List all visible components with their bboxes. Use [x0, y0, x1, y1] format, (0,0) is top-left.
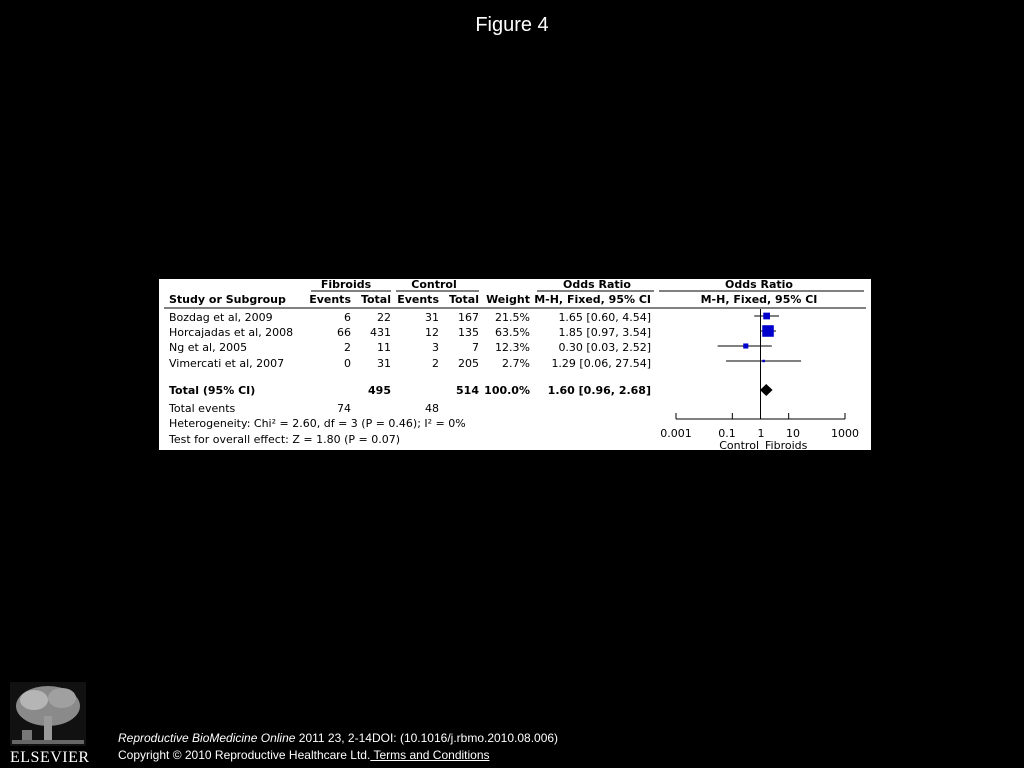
overall-effect-stat: Test for overall effect: Z = 1.80 (P = 0.07)	[169, 433, 400, 446]
logo-tree-trunk	[44, 716, 52, 740]
study-row	[169, 326, 651, 339]
citation-line	[118, 731, 558, 745]
axis-tick-label: 0.001	[660, 427, 692, 440]
forest-plot-area	[676, 309, 845, 419]
fibroids-total: 431	[370, 326, 391, 339]
effect-marker	[762, 360, 765, 363]
fibroids-total: 22	[377, 311, 391, 324]
weight: 21.5%	[495, 311, 530, 324]
effect-marker	[762, 325, 774, 337]
col-header-control-total: Total	[448, 293, 479, 306]
favours-control-label: Control	[719, 439, 759, 450]
study-row	[169, 341, 651, 354]
col-header-study: Study or Subgroup	[169, 293, 286, 306]
control-events: 2	[432, 357, 439, 370]
control-total: 7	[472, 341, 479, 354]
odds-ratio-plot-header: Odds Ratio	[725, 279, 793, 291]
weight: 2.7%	[502, 357, 530, 370]
journal-name: Reproductive BioMedicine Online	[118, 731, 296, 745]
control-events: 12	[425, 326, 439, 339]
total-events-label: Total events	[169, 402, 236, 415]
control-events: 31	[425, 311, 439, 324]
fibroids-events: 0	[344, 357, 351, 370]
weight: 12.3%	[495, 341, 530, 354]
study-row	[169, 357, 651, 370]
total-fibroids-total: 495	[368, 384, 391, 397]
fibroids-total: 31	[377, 357, 391, 370]
logo-tree-leaves-right	[48, 688, 76, 708]
axis-tick-label: 10	[786, 427, 800, 440]
copyright-line	[118, 748, 490, 762]
odds-ratio-ci: 1.29 [0.06, 27.54]	[551, 357, 651, 370]
total-events-control: 48	[425, 402, 439, 415]
study-name: Vimercati et al, 2007	[169, 357, 285, 370]
copyright-text: Copyright © 2010 Reproductive Healthcare Ltd.	[118, 748, 371, 762]
col-header-weight: Weight	[486, 293, 530, 306]
total-label: Total (95% CI)	[169, 384, 256, 397]
col-header-fibroids-events: Events	[309, 293, 351, 306]
study-name: Bozdag et al, 2009	[169, 311, 273, 324]
heterogeneity-stat: Heterogeneity: Chi² = 2.60, df = 3 (P = 0.46); I² = 0%	[169, 417, 466, 430]
weight: 63.5%	[495, 326, 530, 339]
study-row	[169, 311, 651, 324]
col-header-mh-ci-text: M-H, Fixed, 95% CI	[534, 293, 651, 306]
pooled-diamond	[760, 384, 773, 396]
fibroids-total: 11	[377, 341, 391, 354]
odds-ratio-ci: 0.30 [0.03, 2.52]	[558, 341, 651, 354]
logo-tree-leaves-left	[20, 690, 48, 710]
axis-tick-label: 1000	[831, 427, 859, 440]
total-odds-ratio-ci: 1.60 [0.96, 2.68]	[547, 384, 651, 397]
elsevier-wordmark: ELSEVIER	[10, 749, 90, 766]
fibroids-events: 6	[344, 311, 351, 324]
fibroids-events: 66	[337, 326, 351, 339]
axis-tick-label: 0.1	[718, 427, 736, 440]
control-total: 205	[458, 357, 479, 370]
total-weight: 100.0%	[484, 384, 530, 397]
total-events-fibroids: 74	[337, 402, 351, 415]
favours-fibroids-label: Fibroids	[765, 439, 808, 450]
odds-ratio-text-header: Odds Ratio	[563, 279, 631, 291]
col-header-fibroids-total: Total	[360, 293, 391, 306]
study-name: Horcajadas et al, 2008	[169, 326, 294, 339]
fibroids-group-header: Fibroids	[320, 279, 372, 291]
axis-tick-label: 1	[757, 427, 765, 440]
figure-title: Figure 4	[475, 14, 549, 36]
control-total: 167	[458, 311, 479, 324]
effect-marker	[743, 343, 748, 348]
logo-ground	[12, 740, 84, 744]
total-row	[169, 384, 651, 397]
odds-ratio-ci: 1.65 [0.60, 4.54]	[558, 311, 651, 324]
terms-and-conditions-link[interactable]: Terms and Conditions	[370, 748, 490, 762]
odds-ratio-ci: 1.85 [0.97, 3.54]	[558, 326, 651, 339]
col-header-control-events: Events	[397, 293, 439, 306]
control-events: 3	[432, 341, 439, 354]
total-control-total: 514	[456, 384, 479, 397]
forest-plot	[159, 279, 871, 450]
citation-details: 2011 23, 2-14DOI: (10.1016/j.rbmo.2010.08.006)	[295, 731, 559, 745]
col-header-mh-ci-plot: M-H, Fixed, 95% CI	[700, 293, 818, 306]
fibroids-events: 2	[344, 341, 351, 354]
effect-marker	[763, 313, 770, 320]
control-group-header: Control	[411, 279, 457, 291]
control-total: 135	[458, 326, 479, 339]
study-name: Ng et al, 2005	[169, 341, 248, 354]
